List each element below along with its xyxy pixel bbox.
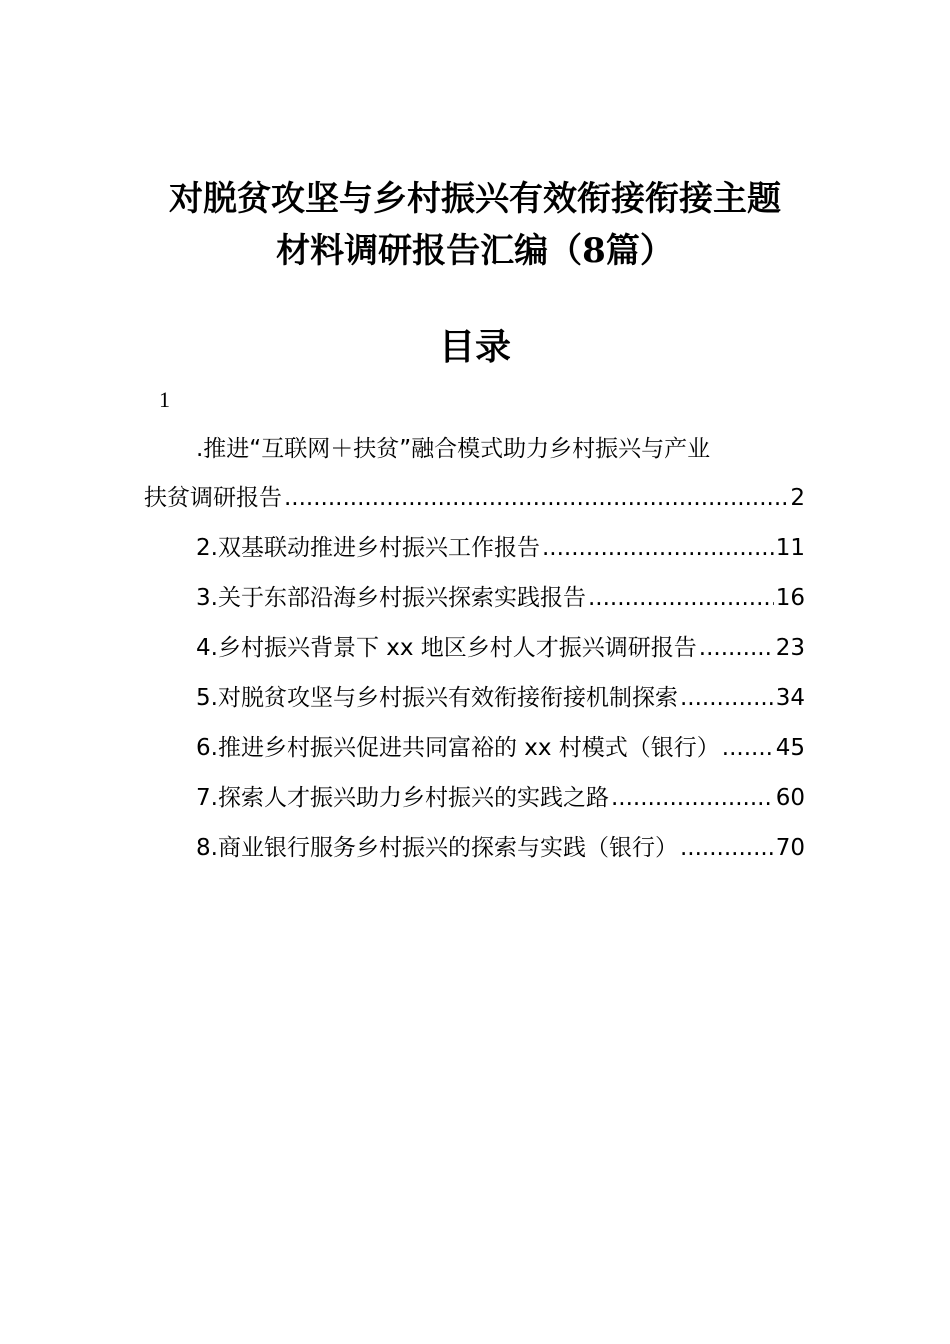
- document-title-line-2: 材料调研报告汇编（8篇）: [276, 231, 674, 271]
- toc-entry-title: 2.双基联动推进乡村振兴工作报告: [196, 535, 540, 561]
- toc-entry-8: [196, 832, 805, 864]
- dot-leader: [611, 782, 774, 814]
- list-marker: 1: [159, 387, 170, 412]
- toc-entry-1-page: 2: [790, 485, 805, 511]
- toc-entry-3: [196, 582, 805, 614]
- dot-leader: [542, 532, 774, 564]
- toc-entry-page: 34: [775, 685, 805, 711]
- toc-entry-page: 70: [775, 835, 805, 861]
- toc-entry-title: 5.对脱贫攻坚与乡村振兴有效衔接衔接机制探索: [196, 685, 678, 711]
- toc-entry-6: [196, 732, 805, 764]
- toc-entry-5: [196, 682, 805, 714]
- toc-entry-title: 7.探索人才振兴助力乡村振兴的实践之路: [196, 785, 609, 811]
- dot-leader: [588, 582, 774, 614]
- dot-leader: [680, 682, 774, 714]
- toc-entry-1-line-2: [144, 482, 805, 514]
- toc-entry-7: [196, 782, 805, 814]
- toc-entry-1-title-part-1: .推进“互联网＋扶贫”融合模式助力乡村振兴与产业: [196, 436, 711, 462]
- toc-entry-title: 4.乡村振兴背景下 xx 地区乡村人才振兴调研报告: [196, 635, 697, 661]
- toc-entry-1-title-part-2: 扶贫调研报告: [144, 485, 282, 511]
- toc-entry-page: 11: [775, 535, 805, 561]
- toc-entry-page: 16: [775, 585, 805, 611]
- toc-entry-1-line-1: [196, 433, 808, 465]
- toc-entry-4: [196, 632, 805, 664]
- dot-leader: [722, 732, 774, 764]
- toc-heading: 目录: [438, 326, 511, 368]
- document-title-line-1: 对脱贫攻坚与乡村振兴有效衔接衔接主题: [169, 179, 781, 219]
- toc-entry-title: 6.推进乡村振兴促进共同富裕的 xx 村模式（银行）: [196, 735, 720, 761]
- dot-leader: [699, 632, 774, 664]
- toc-entry-title: 3.关于东部沿海乡村振兴探索实践报告: [196, 585, 586, 611]
- dot-leader: [680, 832, 774, 864]
- dot-leader: [284, 482, 788, 514]
- toc-entry-page: 60: [775, 785, 805, 811]
- toc-entry-title: 8.商业银行服务乡村振兴的探索与实践（银行）: [196, 835, 678, 861]
- toc-entry-2: [196, 532, 805, 564]
- toc-entry-page: 23: [775, 635, 805, 661]
- toc-entry-page: 45: [775, 735, 805, 761]
